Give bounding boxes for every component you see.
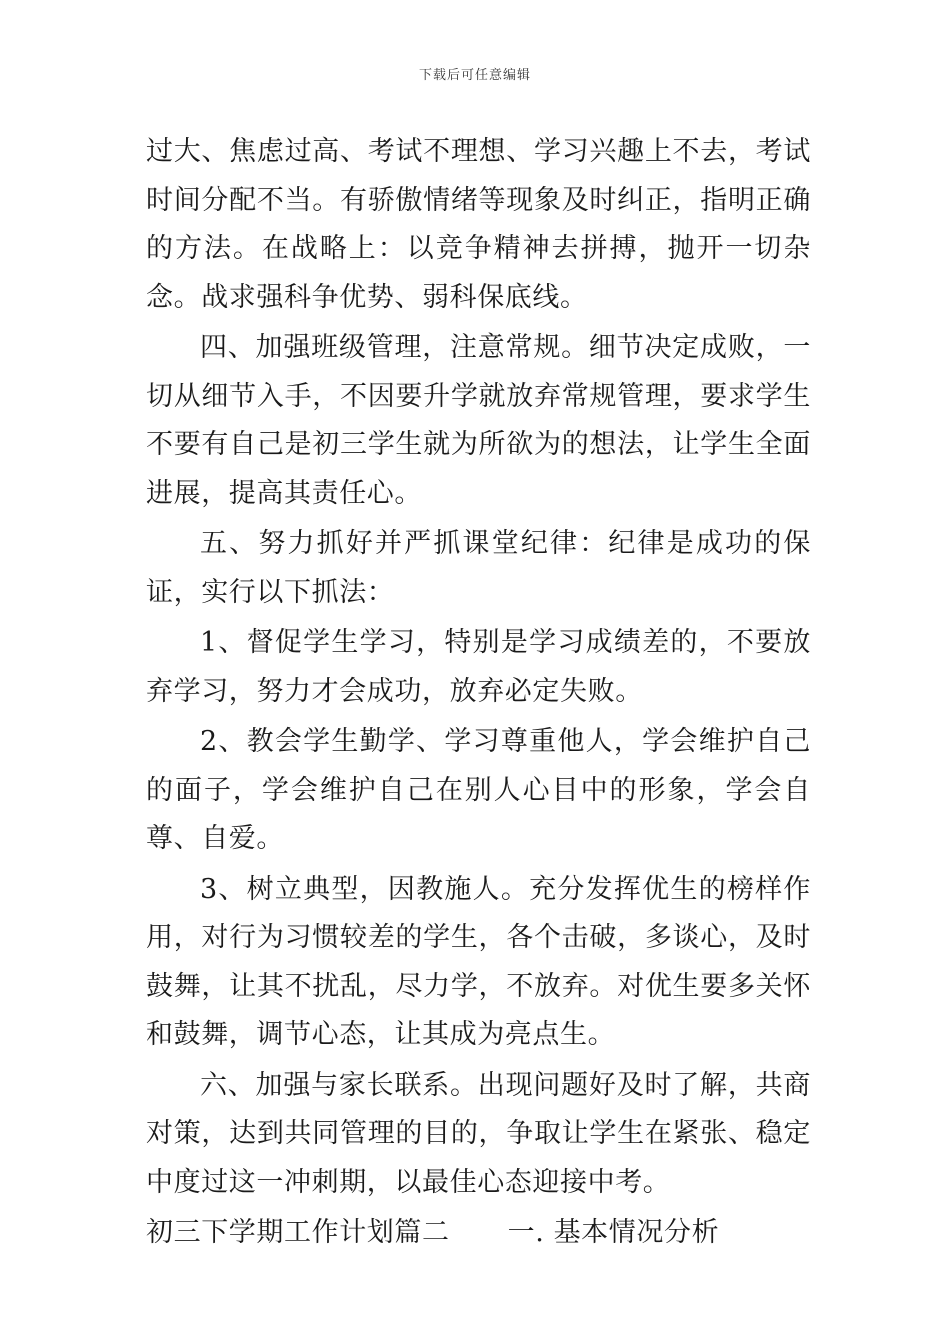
paragraph-classroom-discipline: 五、努力抓好并严抓课堂纪律：纪律是成功的保证，实行以下抓法： <box>146 528 811 608</box>
list-item-3: 3、树立典型，因教施人。充分发挥优生的榜样作用，对行为习惯较差的学生，各个击破，多谈心，及时鼓舞，让其不扰乱，尽力学，不放弃。对优生要多关怀和鼓舞，调节心态，让其成为亮点生。 <box>146 873 811 1050</box>
section-title: 初三下学期工作计划篇二 <box>146 1217 450 1248</box>
section-subheading: 一. 基本情况分析 <box>507 1217 720 1248</box>
document-body <box>146 128 811 1258</box>
paragraph-class-management: 四、加强班级管理，注意常规。细节决定成败，一切从细节入手，不因要升学就放弃常规管理，要求学生不要有自己是初三学生就为所欲为的想法，让学生全面进展，提高其责任心。 <box>146 332 811 509</box>
paragraph-continuation: 过大、焦虑过高、考试不理想、学习兴趣上不去，考试时间分配不当。有骄傲情绪等现象及时纠正，指明正确的方法。在战略上：以竞争精神去拼搏，抛开一切杂念。战求强科争优势、弱科保底线。 <box>146 136 811 313</box>
list-item-1: 1、督促学生学习，特别是学习成绩差的，不要放弃学习，努力才会成功，放弃必定失败。 <box>146 627 811 707</box>
list-item-2: 2、教会学生勤学、学习尊重他人，学会维护自己的面子，学会维护自己在别人心目中的形象，学会自尊、自爱。 <box>146 726 811 854</box>
paragraph-parent-contact: 六、加强与家长联系。出现问题好及时了解，共商对策，达到共同管理的目的，争取让学生在紧张、稳定中度过这一冲刺期，以最佳心态迎接中考。 <box>146 1069 811 1198</box>
section-heading-line <box>146 1209 811 1258</box>
page-header: 下载后可任意编辑 <box>418 68 531 83</box>
